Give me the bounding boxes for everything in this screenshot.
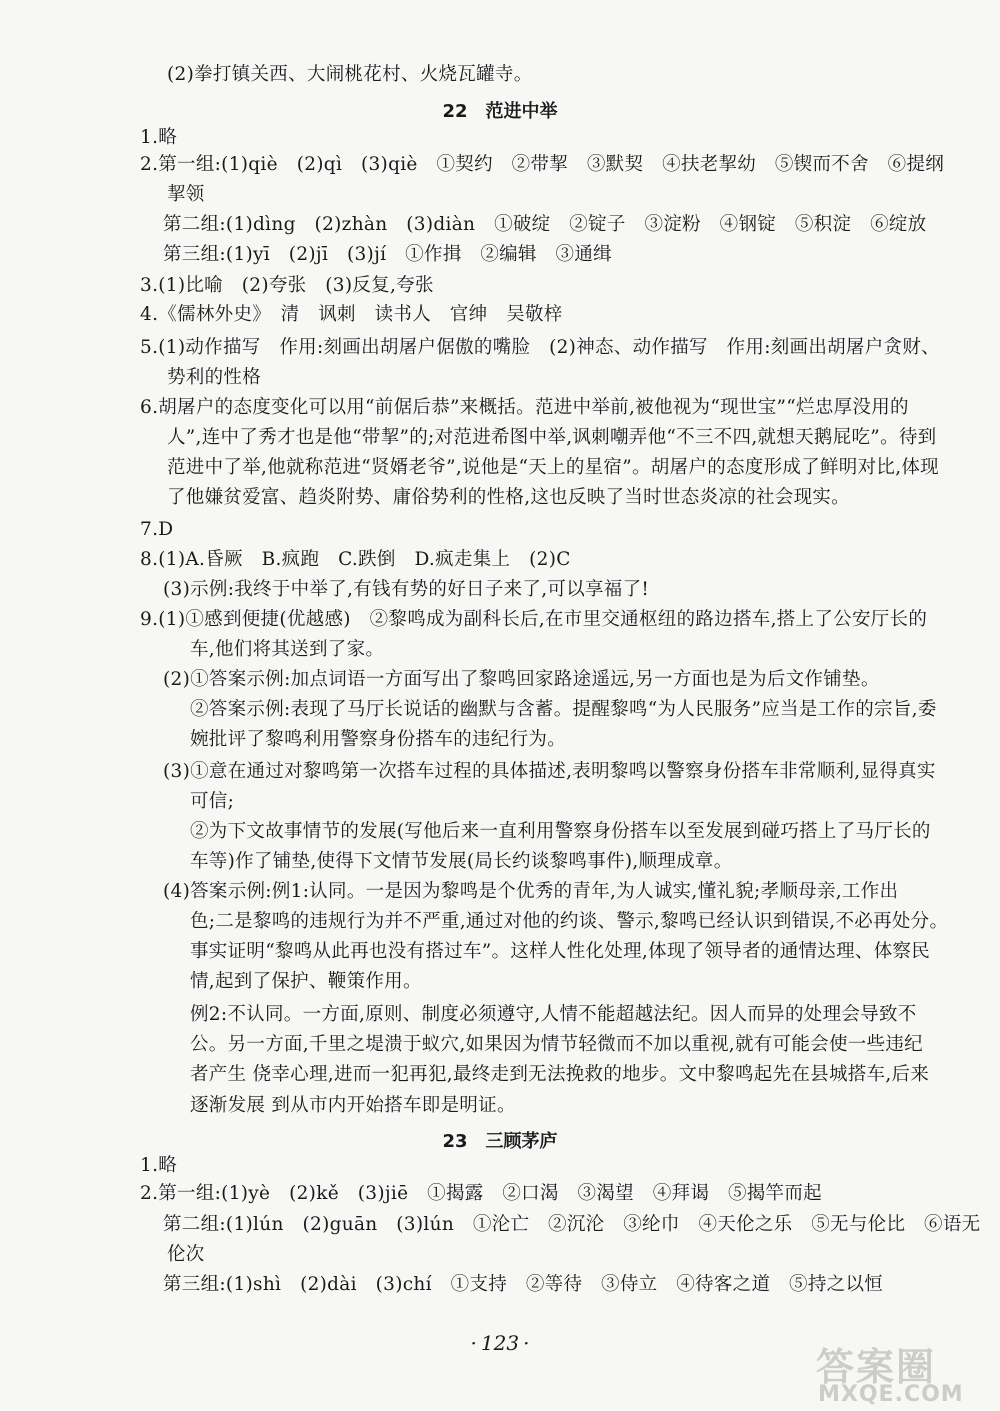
text-line: 4.《儒林外史》 清 讽刺 读书人 官绅 吴敬梓 xyxy=(140,304,563,325)
text-line: 第二组:(1)dìng (2)zhàn (3)diàn ①破绽 ②锭子 ③淀粉 ④钢锭 ⑤积淀 ⑥绽放 xyxy=(163,214,927,235)
page-number: · 123 · xyxy=(470,1331,530,1355)
section-title: 范进中举 xyxy=(485,101,558,122)
text-line: 第三组:(1)yī (2)jī (3)jí ①作揖 ②编辑 ③通缉 xyxy=(163,244,612,265)
text-line: 第二组:(1)lún (2)guān (3)lún ①沦亡 ②沉沦 ③纶巾 ④天伦之乐 ⑤无与伦比 ⑥语无 xyxy=(163,1214,981,1235)
text-line: 者产生 侥幸心理,进而一犯再犯,最终走到无法挽救的地步。文中黎鸣起先在县城搭车,后来 xyxy=(190,1064,930,1085)
watermark-text: 答案圈 xyxy=(816,1345,937,1389)
text-line: 6.胡屠户的态度变化可以用“前倨后恭”来概括。范进中举前,被他视为“现世宝”“烂忠厚没用的 xyxy=(140,397,909,418)
text-line: 1.略 xyxy=(140,127,178,148)
text-line: 婉批评了黎鸣利用警察身份搭车的违纪行为。 xyxy=(190,729,567,750)
text-line: (3)①意在通过对黎鸣第一次搭车过程的具体描述,表明黎鸣以警察身份搭车非常顺利,显得真实 xyxy=(163,761,936,782)
text-line: 例2:不认同。一方面,原则、制度必须遵守,人情不能超越法纪。因人而异的处理会导致不 xyxy=(190,1004,917,1025)
text-line: 了他嫌贫爱富、趋炎附势、庸俗势利的性格,这也反映了当时世态炎凉的社会现实。 xyxy=(167,487,850,508)
text-line: 人”,连中了秀才也是他“带挈”的;对范进希图中举,讽刺嘲弄他“不三不四,就想天鹅屁吃”。待到 xyxy=(167,427,937,448)
text-line: 1.略 xyxy=(140,1155,178,1176)
text-line: 9.(1)①感到便捷(优越感) ②黎鸣成为副科长后,在市里交通枢纽的路边搭车,搭上了公安厅长的 xyxy=(140,609,928,630)
text-line: 第三组:(1)shì (2)dài (3)chí ①支持 ②等待 ③侍立 ④待客之道 ⑤持之以恒 xyxy=(163,1274,884,1295)
text-line: 车等)作了铺垫,使得下文情节发展(局长约谈黎鸣事件),顺理成章。 xyxy=(190,851,733,872)
text-line: 8.(1)A.昏厥 B.疯跑 C.跌倒 D.疯走集上 (2)C xyxy=(140,549,571,570)
text-line: (4)答案示例:例1:认同。一是因为黎鸣是个优秀的青年,为人诚实,懂礼貌;孝顺母亲,工作出 xyxy=(163,881,899,902)
text-line: 7.D xyxy=(140,519,174,540)
text-line: (2)拳打镇关西、大闹桃花村、火烧瓦罐寺。 xyxy=(167,64,533,85)
section-number: 22 xyxy=(442,101,468,122)
text-line: 2.第一组:(1)yè (2)kě (3)jiē ①揭露 ②口渴 ③渴望 ④拜谒 ⑤揭竿而起 xyxy=(140,1183,822,1204)
text-line: 势利的性格 xyxy=(167,367,262,388)
text-line: 色;二是黎鸣的违规行为并不严重,通过对他的约谈、警示,黎鸣已经认识到错误,不必再处分。 xyxy=(190,911,949,932)
text-line: 5.(1)动作描写 作用:刻画出胡屠户倨傲的嘴脸 (2)神态、动作描写 作用:刻画出胡屠户贪财、 xyxy=(140,337,940,358)
watermark-logo xyxy=(812,1336,998,1410)
text-line: (3)示例:我终于中举了,有钱有势的好日子来了,可以享福了! xyxy=(163,579,650,600)
section-number: 23 xyxy=(442,1131,468,1152)
text-line: 伦次 xyxy=(167,1244,205,1265)
text-line: 2.第一组:(1)qiè (2)qì (3)qiè ①契约 ②带挈 ③默契 ④扶老挈幼 ⑤锲而不舍 ⑥提纲 xyxy=(140,154,945,175)
text-line: 挈领 xyxy=(167,184,205,205)
text-line: 3.(1)比喻 (2)夸张 (3)反复,夸张 xyxy=(140,275,434,296)
text-line: 情,起到了保护、鞭策作用。 xyxy=(190,971,422,992)
text-line: 可信; xyxy=(190,791,235,812)
text-line: 范进中了举,他就称范进“贤婿老爷”,说他是“天上的星宿”。胡屠户的态度形成了鲜明对比,体现 xyxy=(167,457,939,478)
watermark-domain: MXQE.COM xyxy=(818,1382,964,1407)
text-line: 逐渐发展 到从市内开始搭车即是明证。 xyxy=(190,1095,516,1116)
text-line: (2)①答案示例:加点词语一方面写出了黎鸣回家路途遥远,另一方面也是为后文作铺垫。 xyxy=(163,669,880,690)
text-line: ②为下文故事情节的发展(写他后来一直利用警察身份搭车以至发展到碰巧搭上了马厅长的 xyxy=(190,821,931,842)
section-title: 三顾茅庐 xyxy=(485,1131,558,1152)
text-line: 事实证明“黎鸣从此再也没有搭过车”。这样人性化处理,体现了领导者的通情达理、体察民 xyxy=(190,941,931,962)
text-line: 车,他们将其送到了家。 xyxy=(190,639,385,660)
text-line: 公。另一方面,千里之堤溃于蚁穴,如果因为情节轻微而不加以重视,就有可能会使一些违纪 xyxy=(190,1034,923,1055)
text-line: ②答案示例:表现了马厅长说话的幽默与含蓄。提醒黎鸣“为人民服务”应当是工作的宗旨,委 xyxy=(190,699,937,720)
